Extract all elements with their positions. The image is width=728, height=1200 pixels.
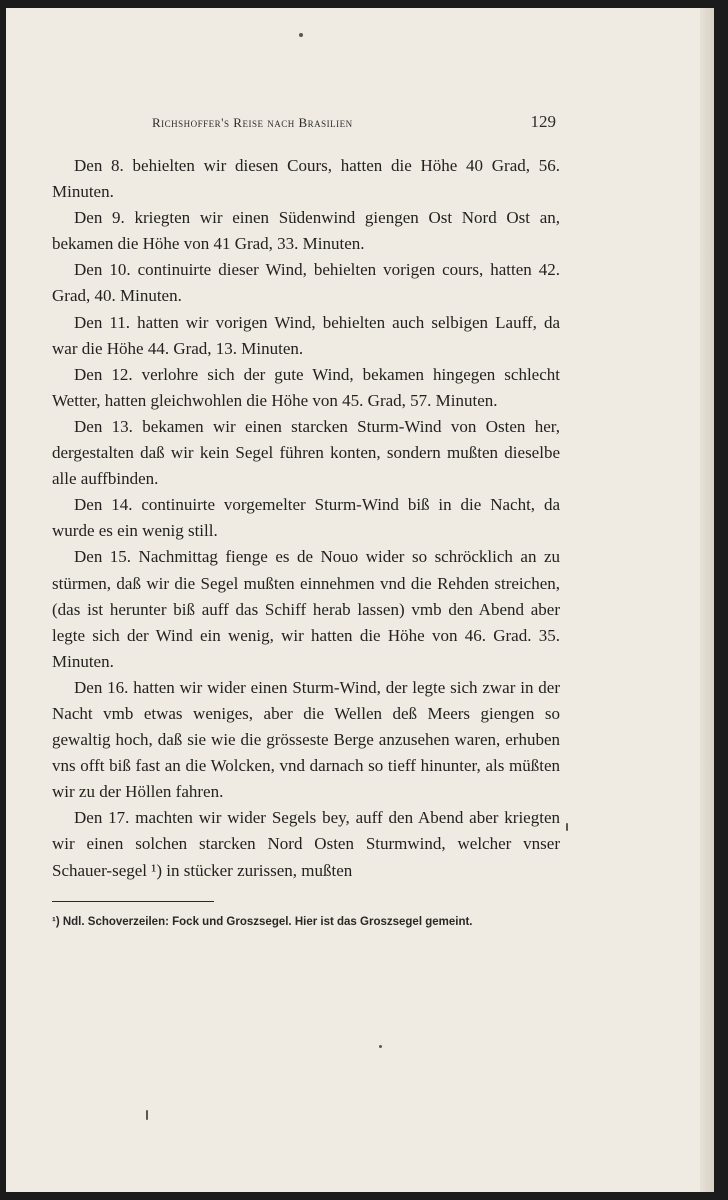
paragraph: Den 14. continuirte vorgemelter Sturm-Wind biß in die Nacht, da wurde es ein wenig still. <box>52 495 560 541</box>
footnote-divider <box>52 901 214 902</box>
page-header <box>152 112 556 132</box>
paper-speck <box>146 1110 148 1120</box>
paragraph: Den 15. Nachmittag fienge es de Nouo wider so schröcklich an zu stürmen, daß wir die Segel mußten einnehmen vnd die Rehden streichen, (das ist herunter biß auff das Schiff herab lassen) vmb den Abend aber legte sich der Wind ein wenig, wir hatten die Höhe von 46. Grad. 35. Minuten. <box>52 547 560 671</box>
paragraph-text-continued: in stücker zurissen, mußten <box>162 860 353 880</box>
paragraph: Den 12. verlohre sich der gute Wind, bekamen hingegen schlecht Wetter, hatten gleichwohlen die Höhe von 45. Grad, 57. Minuten. <box>52 364 560 410</box>
page-edge-shadow <box>700 8 714 1192</box>
paper-speck <box>379 1045 382 1048</box>
paragraph: Den 8. behielten wir diesen Cours, hatten die Höhe 40 Grad, 56. Minuten. <box>52 156 560 202</box>
paragraph: Den 13. bekamen wir einen starcken Sturm-Wind von Osten her, dergestalten daß wir kein Segel führen konten, sondern mußten dieselbe alle auffbinden. <box>52 416 560 489</box>
paper-speck <box>566 823 568 831</box>
paragraph: Den 10. continuirte dieser Wind, behielten vorigen cours, hatten 42. Grad, 40. Minuten. <box>52 260 560 306</box>
book-page <box>6 8 714 1192</box>
paper-speck <box>299 33 303 37</box>
paragraph-text: Den 17. machten wir wider Segels bey, auff den Abend aber kriegten wir einen solchen starcken Nord Osten Sturmwind, welcher vnser Schauer-segel <box>52 808 560 880</box>
body-text <box>52 153 560 884</box>
page-number: 129 <box>530 112 556 131</box>
running-title: Richshoffer's Reise nach Brasilien <box>152 115 353 130</box>
paragraph-with-note <box>52 805 560 883</box>
footnote-reference: ¹) <box>151 860 163 880</box>
paragraph: Den 9. kriegten wir einen Südenwind giengen Ost Nord Ost an, bekamen die Höhe von 41 Grad, 33. Minuten. <box>52 208 560 254</box>
paragraph: Den 16. hatten wir wider einen Sturm-Wind, der legte sich zwar in der Nacht vmb etwas weniges, aber die Wellen deß Meers giengen so gewaltig hoch, daß sie wie die grösseste Berge anzusehen waren, erhuben vns offt biß fast an die Wolcken, vnd darnach so tieff hinunter, als müßten wir zu der Höllen fahren. <box>52 677 560 802</box>
paragraph: Den 11. hatten wir vorigen Wind, behielten auch selbigen Lauff, da war die Höhe 44. Grad, 13. Minuten. <box>52 312 560 358</box>
footnote: ¹) Ndl. Schoverzeilen: Fock und Groszsegel. Hier ist das Groszsegel gemeint. <box>52 916 473 928</box>
